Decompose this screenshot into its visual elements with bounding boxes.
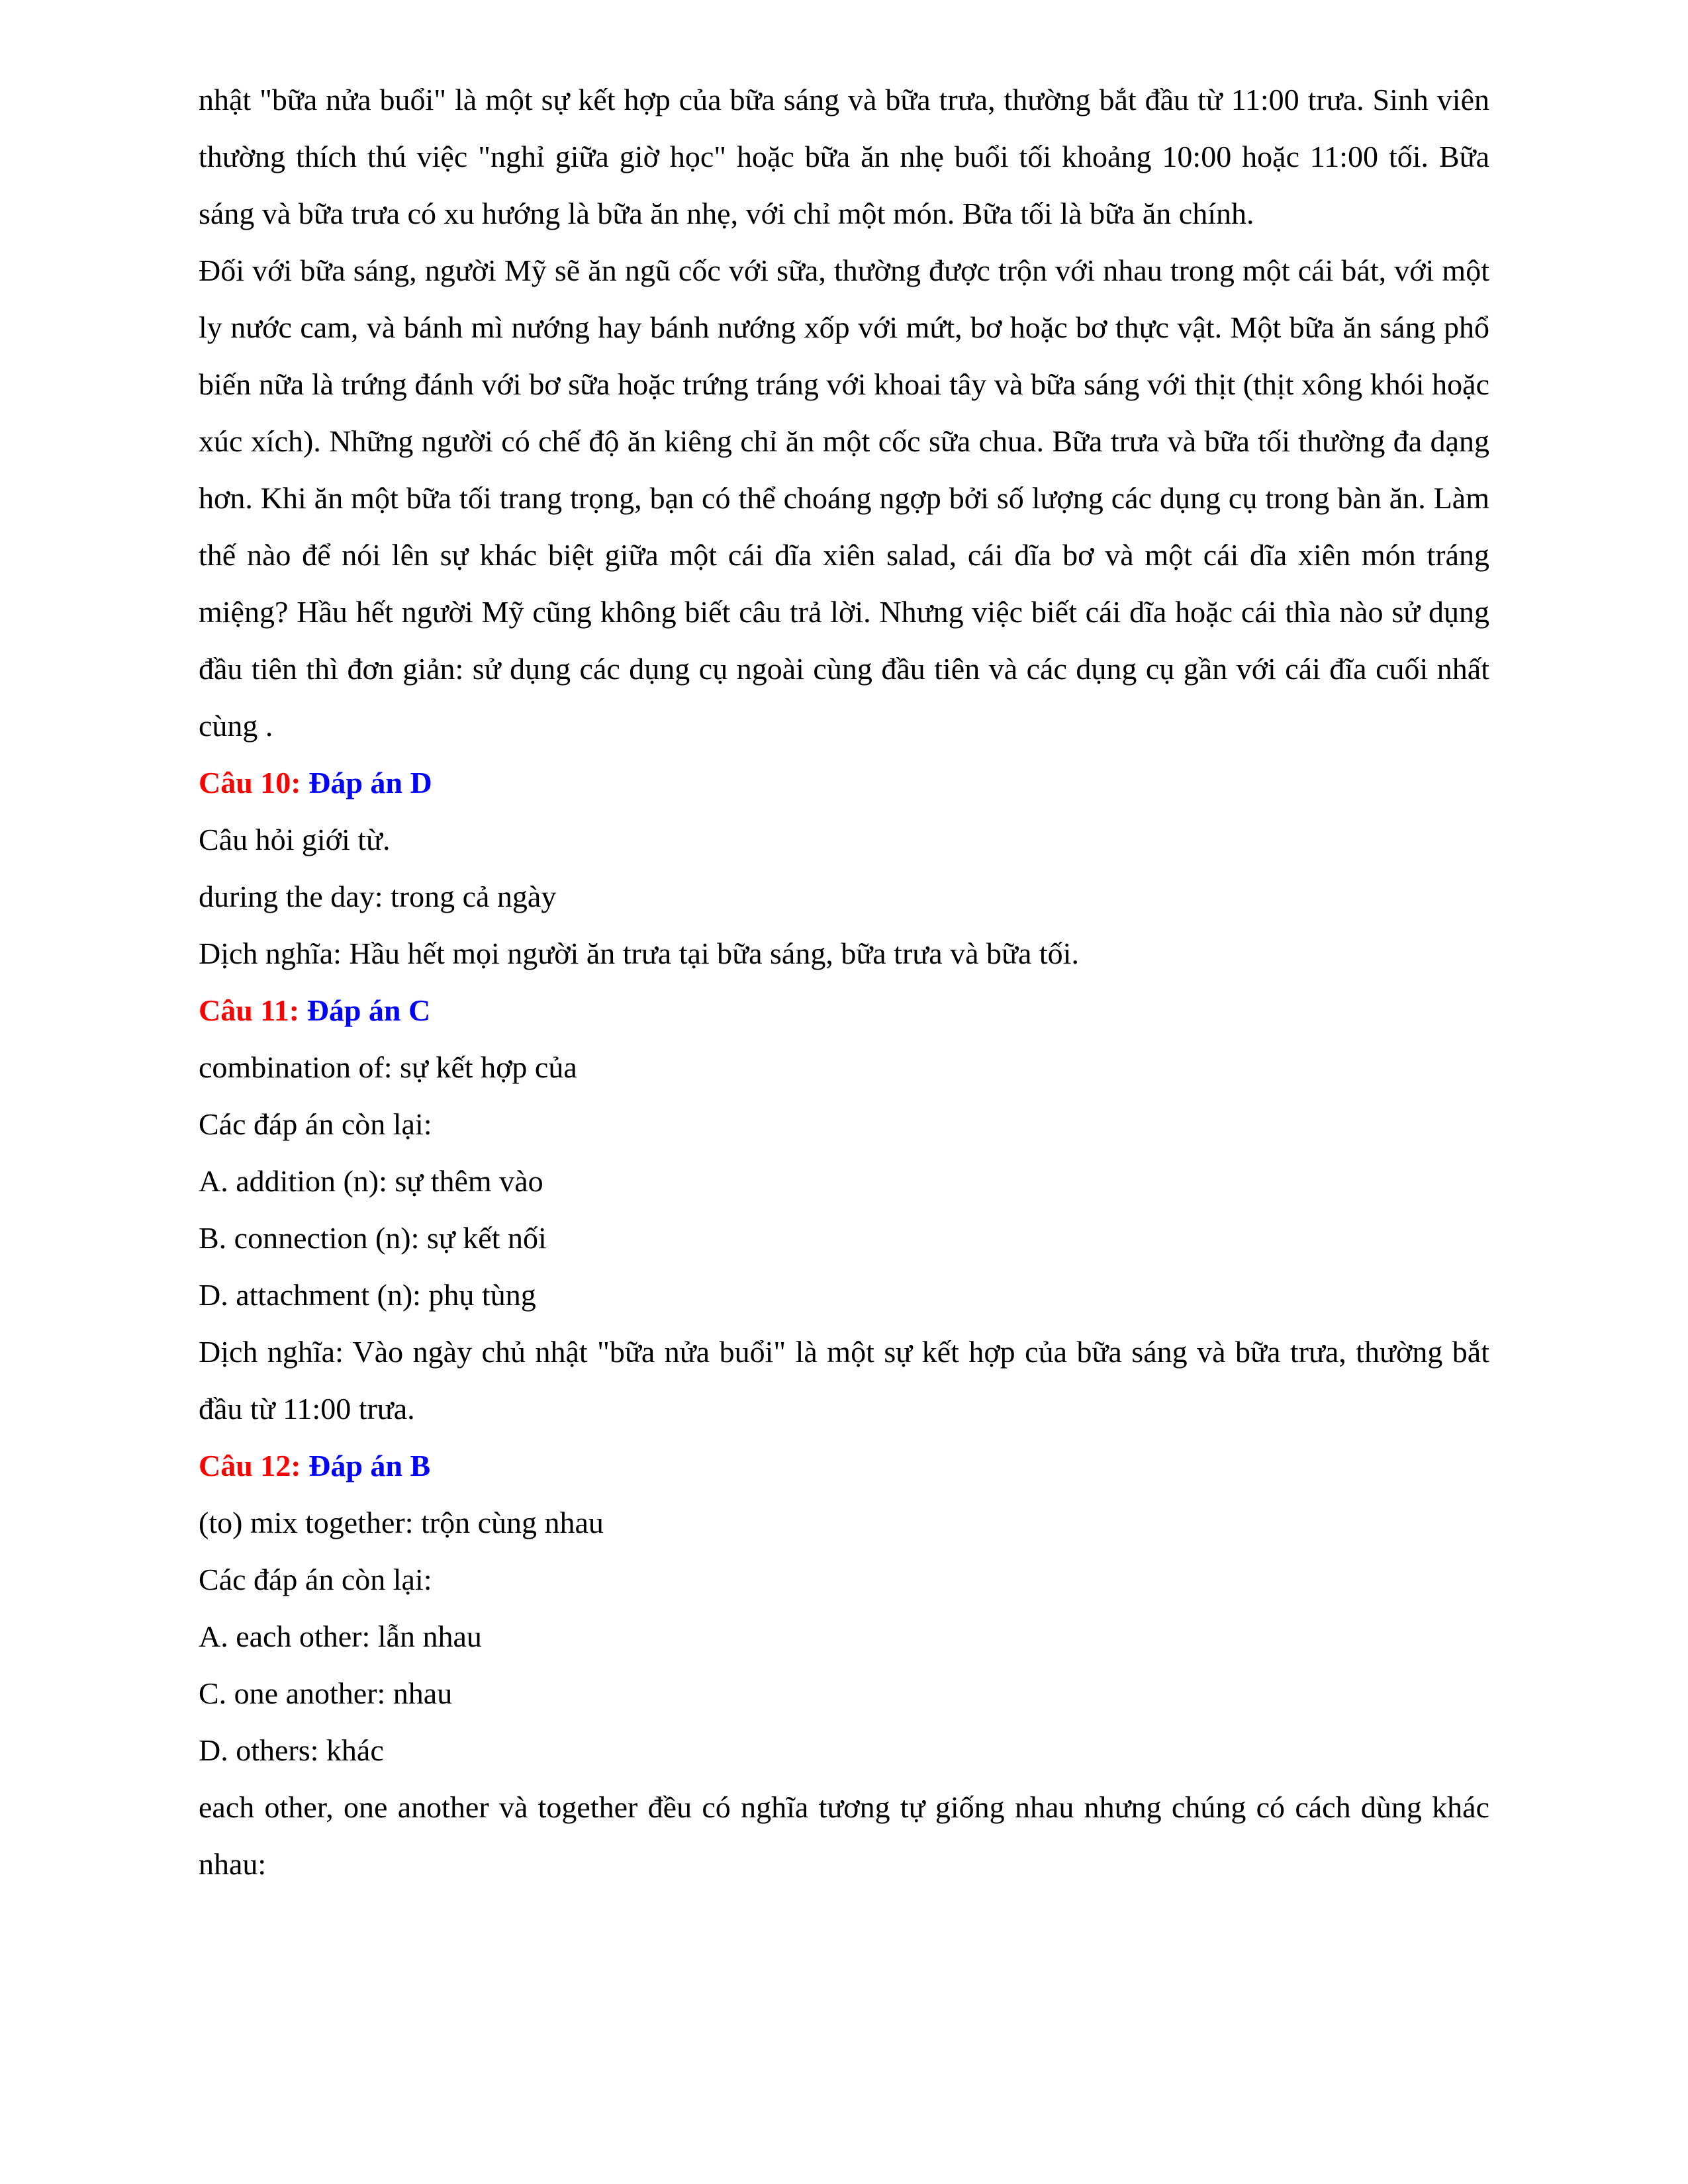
question-10-line: during the day: trong cả ngày: [199, 880, 557, 913]
question-10-answer: Đáp án D: [308, 766, 432, 799]
question-12-option: A. each other: lẫn nhau: [199, 1619, 482, 1653]
question-11-line: combination of: sự kết hợp của: [199, 1050, 577, 1084]
question-10-line: Câu hỏi giới từ.: [199, 823, 391, 856]
question-12-line: (to) mix together: trộn cùng nhau: [199, 1506, 604, 1539]
page-content: [199, 71, 1489, 1893]
question-11-option: A. addition (n): sự thêm vào: [199, 1164, 543, 1198]
question-11-option: D. attachment (n): phụ tùng: [199, 1278, 536, 1312]
question-11-answer: Đáp án C: [306, 993, 431, 1027]
question-12-label: Câu 12:: [199, 1449, 301, 1482]
question-12-line: Các đáp án còn lại:: [199, 1563, 432, 1596]
intro-paragraph: nhật "bữa nửa buổi" là một sự kết hợp của bữa sáng và bữa trưa, thường bắt đầu từ 11:00 trưa. Sinh viên thường thích thú việc "nghỉ giữa giờ học" hoặc bữa ăn nhẹ buổi tối khoảng 10:00 hoặc 11:00 tối. Bữa sáng và bữa trưa có xu hướng là bữa ăn nhẹ, với chỉ một món. Bữa tối là bữa ăn chính.: [199, 83, 1489, 230]
question-12-option: C. one another: nhau: [199, 1676, 453, 1710]
question-12-note: each other, one another và together đều có nghĩa tương tự giống nhau nhưng chúng có cách dùng khác nhau:: [199, 1790, 1489, 1881]
question-11-line: Các đáp án còn lại:: [199, 1107, 432, 1141]
question-10-translation: Dịch nghĩa: Hầu hết mọi người ăn trưa tại bữa sáng, bữa trưa và bữa tối.: [199, 936, 1079, 970]
question-10-heading: [199, 754, 1489, 811]
question-12-heading: [199, 1437, 1489, 1494]
question-12-answer: Đáp án B: [308, 1449, 431, 1482]
question-11-heading: [199, 982, 1489, 1039]
breakfast-paragraph: Đối với bữa sáng, người Mỹ sẽ ăn ngũ cốc với sữa, thường được trộn với nhau trong một cái bát, với một ly nước cam, và bánh mì nướng hay bánh nướng xốp với mứt, bơ hoặc bơ thực vật. Một bữa ăn sáng phổ biến nữa là trứng đánh với bơ sữa hoặc trứng tráng với khoai tây và bữa sáng với thịt (thịt xông khói hoặc xúc xích). Những người có chế độ ăn kiêng chỉ ăn một cốc sữa chua. Bữa trưa và bữa tối thường đa dạng hơn. Khi ăn một bữa tối trang trọng, bạn có thể choáng ngợp bởi số lượng các dụng cụ trong bàn ăn. Làm thế nào để nói lên sự khác biệt giữa một cái dĩa xiên salad, cái dĩa bơ và một cái dĩa xiên món tráng miệng? Hầu hết người Mỹ cũng không biết câu trả lời. Nhưng việc biết cái dĩa hoặc cái thìa nào sử dụng đầu tiên thì đơn giản: sử dụng các dụng cụ ngoài cùng đầu tiên và các dụng cụ gần với cái đĩa cuối nhất cùng .: [199, 253, 1489, 743]
question-11-option: B. connection (n): sự kết nối: [199, 1221, 547, 1255]
question-12-option: D. others: khác: [199, 1733, 384, 1767]
question-10-label: Câu 10:: [199, 766, 301, 799]
question-11-label: Câu 11:: [199, 993, 300, 1027]
question-11-translation: Dịch nghĩa: Vào ngày chủ nhật "bữa nửa buổi" là một sự kết hợp của bữa sáng và bữa trưa, thường bắt đầu từ 11:00 trưa.: [199, 1335, 1489, 1426]
